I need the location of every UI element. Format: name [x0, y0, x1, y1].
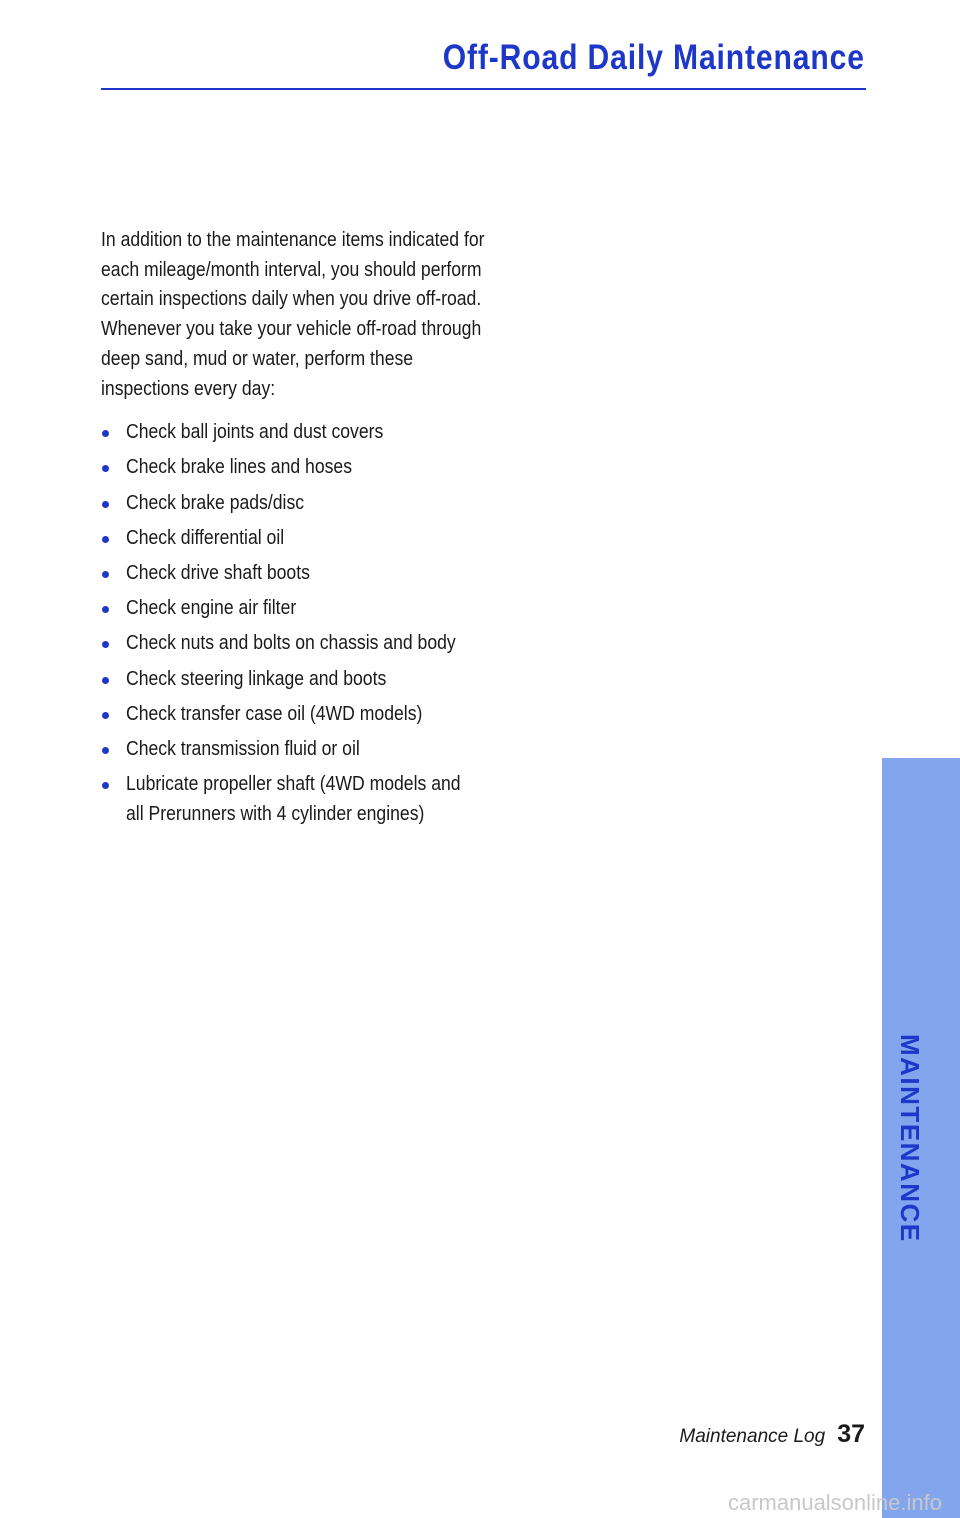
list-item	[101, 418, 621, 448]
bullet-icon	[102, 782, 109, 789]
list-item-text: Check ball joints and dust covers	[126, 421, 384, 444]
list-item-text: Check engine air filter	[126, 597, 297, 620]
list-item-text: Check differential oil	[126, 526, 285, 549]
list-item	[101, 770, 621, 829]
list-item	[101, 559, 621, 589]
page-number: 37	[837, 1420, 865, 1448]
list-item-text: Check nuts and bolts on chassis and body	[126, 632, 456, 655]
page-footer	[679, 1420, 865, 1449]
list-item	[101, 665, 621, 695]
list-item	[101, 735, 621, 765]
bullet-icon	[102, 641, 109, 648]
title-divider	[101, 88, 866, 90]
list-item-text: Check drive shaft boots	[126, 562, 310, 585]
list-item-text: Check brake lines and hoses	[126, 456, 353, 479]
intro-paragraph: In addition to the maintenance items indicated for each mileage/month interval, you should perform certain inspections daily when you drive off-road. Whenever you take your vehicle off-road through deep sand, mud or water, perform these inspections every day:	[101, 229, 485, 400]
list-item-text: Lubricate propeller shaft (4WD models and all Prerunners with 4 cylinder engines)	[126, 773, 461, 825]
bullet-icon	[102, 536, 109, 543]
watermark: carmanualsonline.info	[727, 1490, 942, 1515]
list-item	[101, 453, 621, 483]
list-item	[101, 594, 621, 624]
list-item	[101, 629, 621, 659]
inspection-checklist	[101, 418, 621, 829]
bullet-icon	[102, 606, 109, 613]
bullet-icon	[102, 501, 109, 508]
bullet-icon	[102, 747, 109, 754]
list-item-text: Check brake pads/disc	[126, 491, 305, 514]
bullet-icon	[102, 430, 109, 437]
main-content	[101, 226, 621, 835]
bullet-icon	[102, 571, 109, 578]
list-item	[101, 524, 621, 554]
list-item-text: Check transmission fluid or oil	[126, 738, 360, 761]
page-title: Off-Road Daily Maintenance	[442, 38, 865, 77]
list-item-text: Check steering linkage and boots	[126, 667, 387, 690]
list-item-text: Check transfer case oil (4WD models)	[126, 702, 423, 725]
section-tab-label: MAINTENANCE	[895, 1033, 925, 1243]
list-item	[101, 700, 621, 730]
bullet-icon	[102, 712, 109, 719]
list-item	[101, 489, 621, 519]
footer-section-label: Maintenance Log	[679, 1426, 826, 1447]
bullet-icon	[102, 677, 109, 684]
bullet-icon	[102, 465, 109, 472]
